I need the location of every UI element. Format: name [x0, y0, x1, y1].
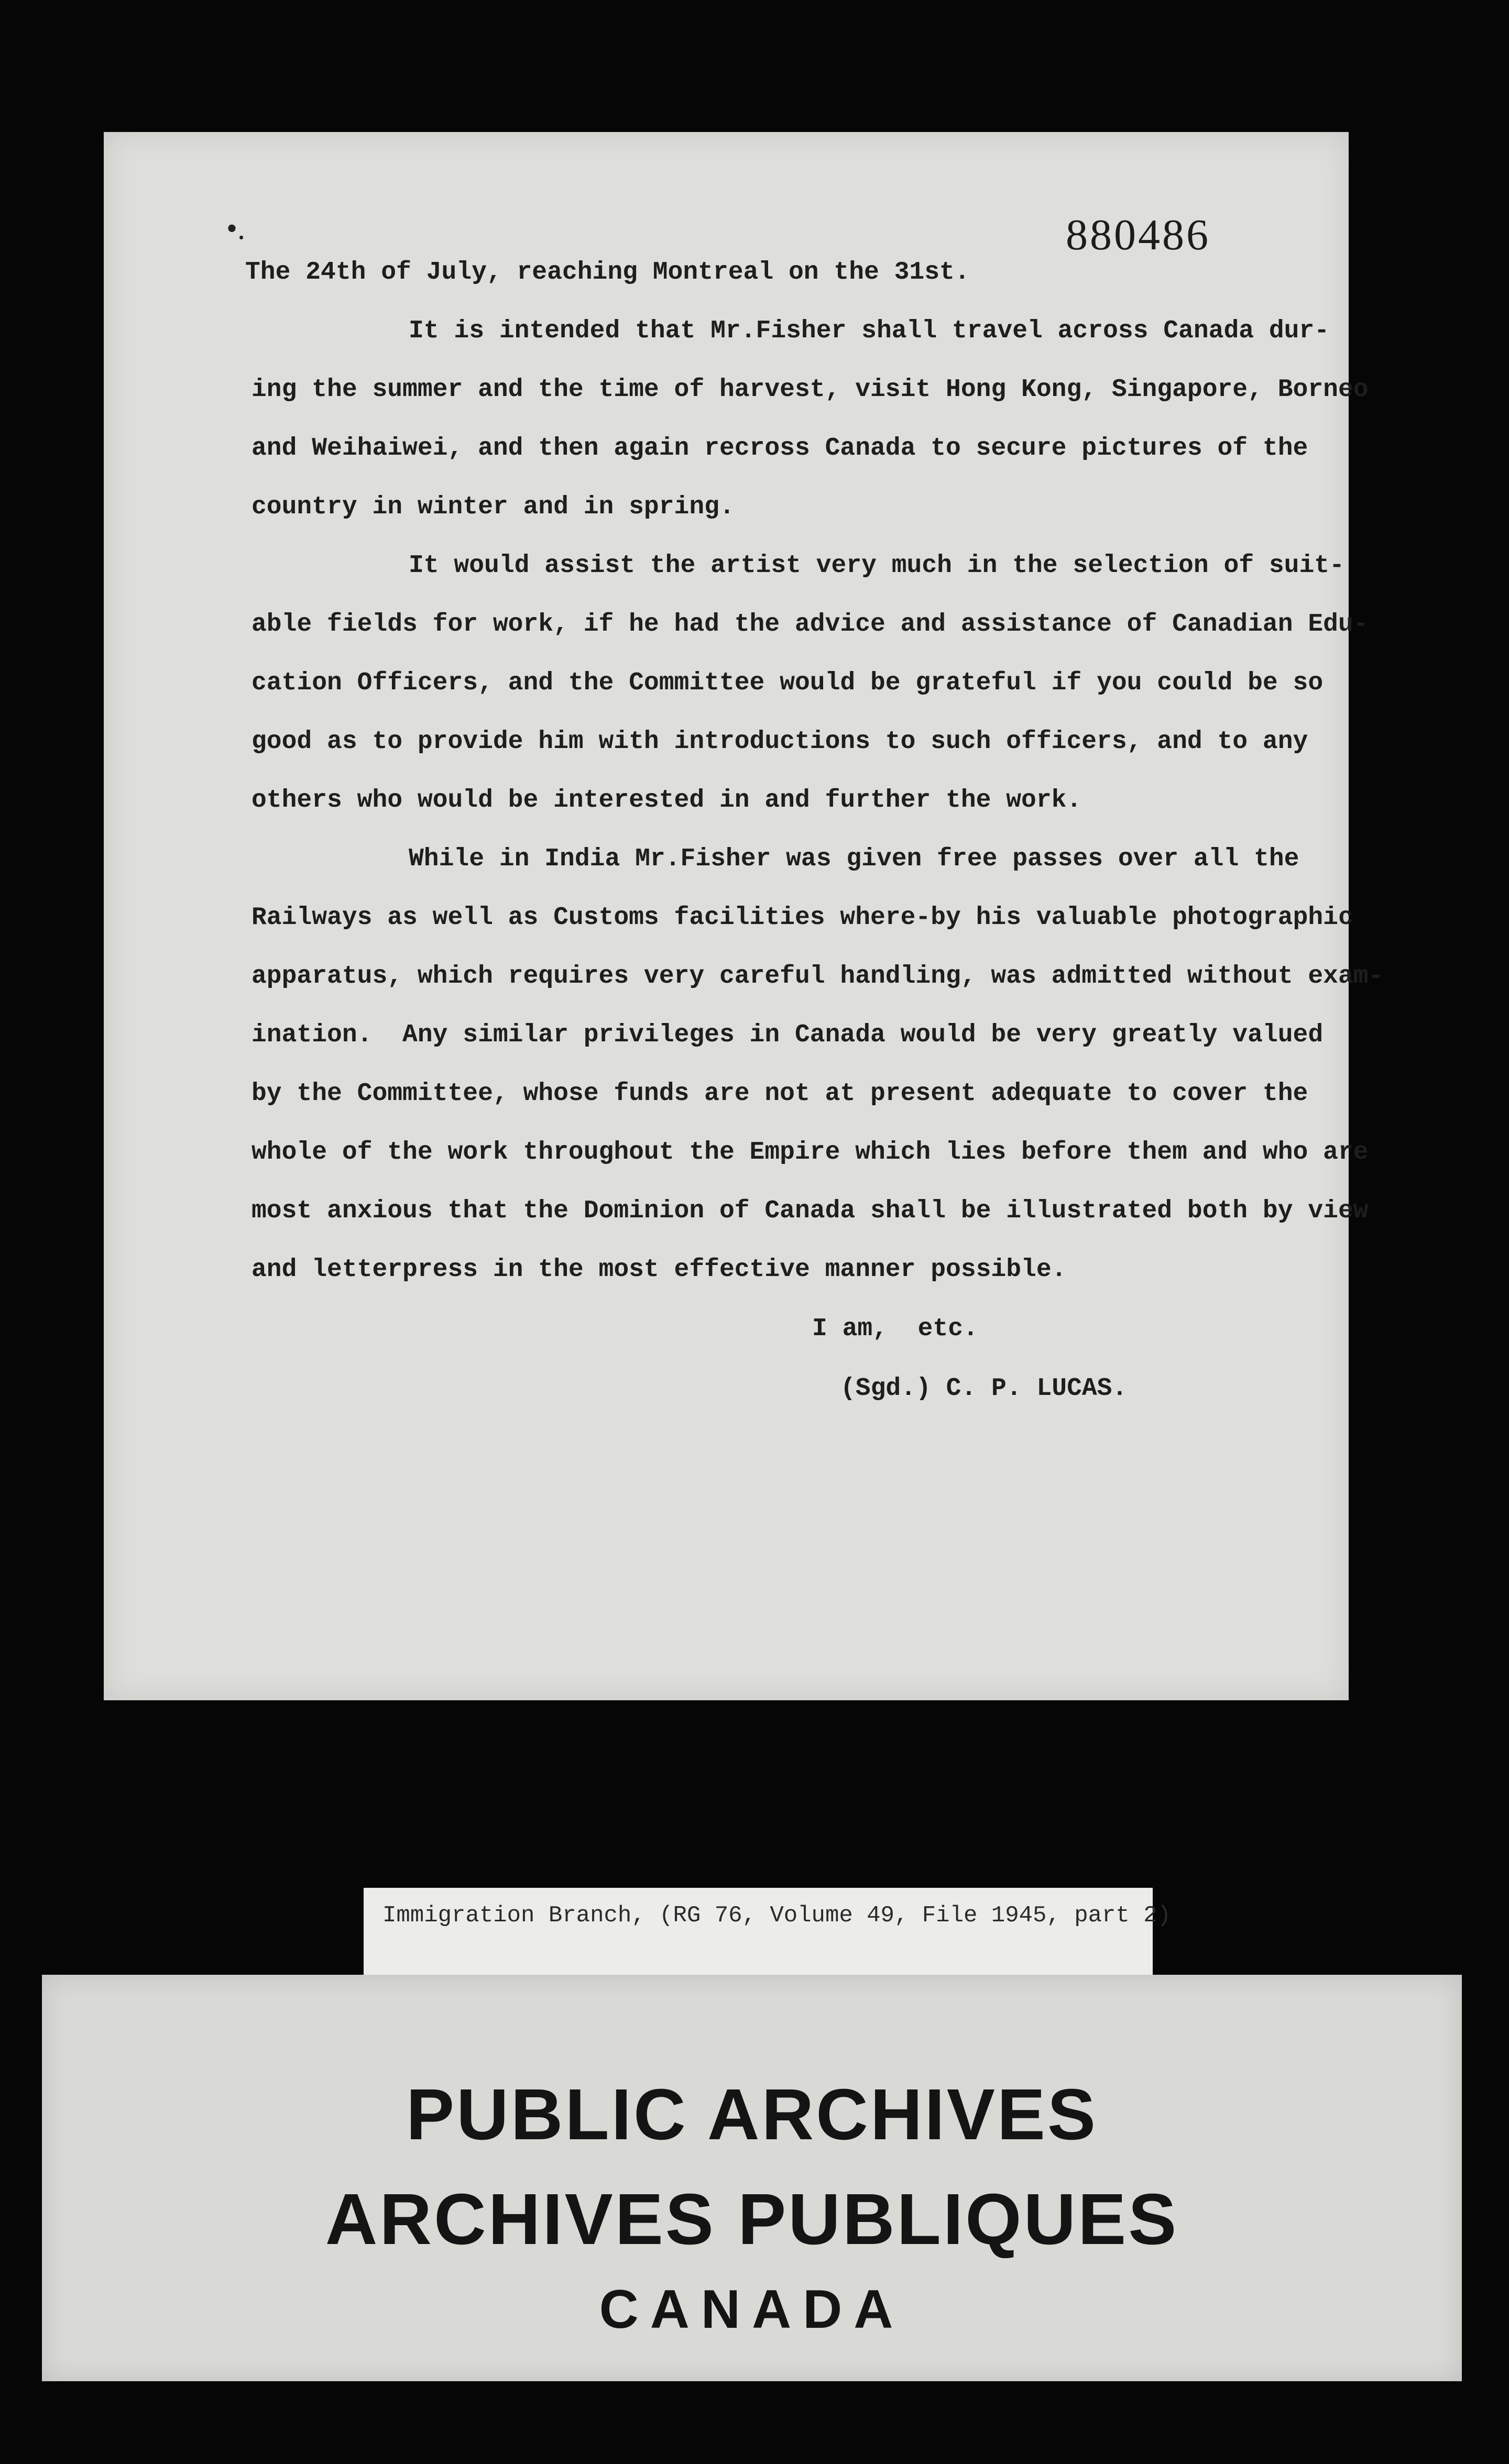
archives-stamp [42, 1975, 1462, 2381]
stamp-line-french: ARCHIVES PUBLIQUES [325, 2179, 1179, 2260]
letter-line: whole of the work throughout the Empire which lies before them and who are [252, 1138, 1369, 1167]
letter-line: most anxious that the Dominion of Canada shall be illustrated both by view [252, 1197, 1369, 1225]
letter-line: by the Committee, whose funds are not at present adequate to cover the [252, 1080, 1308, 1108]
stamp-line-country: CANADA [599, 2279, 905, 2340]
letter-line: good as to provide him with introductions to such officers, and to any [252, 728, 1308, 756]
letter-closing: I am, etc. [812, 1315, 978, 1343]
letter-body [245, 257, 1384, 1313]
letter-line: ination. Any similar privileges in Canada would be very greatly valued [252, 1021, 1324, 1049]
archive-reference-text: Immigration Branch, (RG 76, Volume 49, File 1945, part 2) [382, 1902, 1172, 1929]
stray-mark: •. [226, 211, 246, 246]
letter-line: and Weihaiwei, and then again recross Canada to secure pictures of the [252, 434, 1308, 463]
letter-line: others who would be interested in and further the work. [252, 786, 1082, 815]
stamp-line-english: PUBLIC ARCHIVES [406, 2074, 1098, 2155]
letter-line: cation Officers, and the Committee would be grateful if you could be so [252, 669, 1324, 697]
letter-line: and letterpress in the most effective manner possible. [252, 1256, 1067, 1284]
letter-line: The 24th of July, reaching Montreal on the 31st. [245, 258, 970, 287]
letter-line: country in winter and in spring. [252, 493, 735, 521]
reference-number: 880486 [1066, 211, 1210, 259]
letter-line: able fields for work, if he had the advice and assistance of Canadian Edu- [252, 610, 1369, 639]
letter-line: ing the summer and the time of harvest, visit Hong Kong, Singapore, Borneo [252, 376, 1369, 404]
letter-line: While in India Mr.Fisher was given free passes over all the [409, 845, 1299, 873]
letter-line: apparatus, which requires very careful handling, was admitted without exam- [252, 962, 1384, 991]
letter-line: Railways as well as Customs facilities where-by his valuable photographic [252, 904, 1353, 932]
letter-signature: (Sgd.) C. P. LUCAS. [840, 1374, 1128, 1403]
letter-line: It would assist the artist very much in the selection of suit- [409, 552, 1344, 580]
letter-line: It is intended that Mr.Fisher shall travel across Canada dur- [409, 317, 1330, 345]
